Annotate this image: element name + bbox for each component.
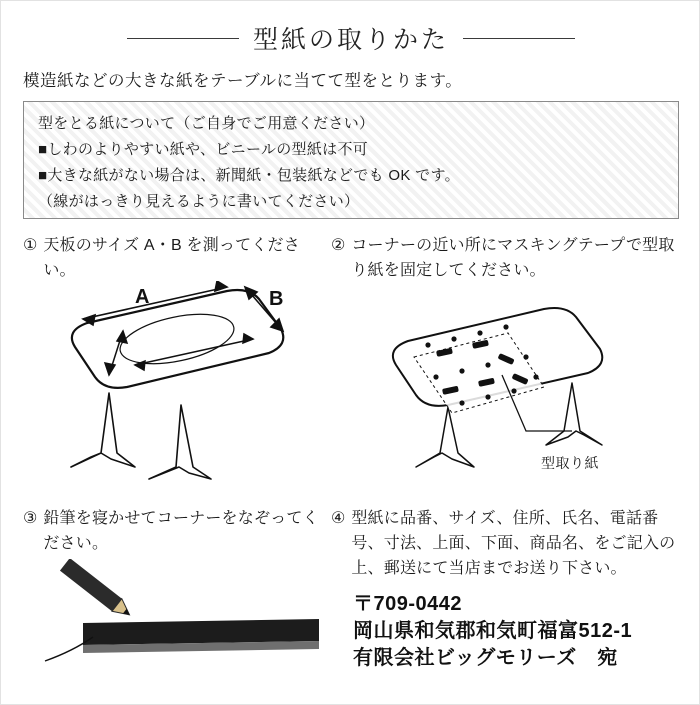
step-4-text: 型紙に品番、サイズ、住所、氏名、電話番号、寸法、上面、下面、商品名、をご記入の上、郵送にて当店までお送り下さい。 [351,510,676,577]
step-3-number: ③ [23,510,38,527]
address-line-1: 岡山県和気郡和気町福富512-1 [353,620,633,642]
page-title-row [1,15,700,61]
table-diagram-svg [31,281,321,496]
step-1-number: ① [23,237,38,254]
step-4 [331,506,683,581]
step-2 [331,233,681,283]
pattern-paper-svg [376,291,676,491]
step-4-number: ④ [331,510,346,527]
step-3-text: 鉛筆を寝かせてコーナーをなぞってください。 [43,510,319,552]
note-line-1: 型をとる紙について（ご自身でご用意ください） [38,115,375,132]
step-1-text: 天板のサイズ A・B を測ってください。 [43,237,300,279]
figure-pattern-paper [376,291,676,496]
step-1 [23,233,323,283]
page-title: 型紙の取りかた [252,26,449,54]
callout-pattern-paper: 型取り紙 [541,455,599,471]
address-line-2: 有限会社ビッグモリーズ 宛 [353,647,618,669]
title-rule-left [127,38,239,39]
note-box [23,101,679,219]
step-3 [23,506,323,556]
dimension-label-a: A [135,286,150,308]
note-line-4: （線がはっきり見えるように書いてください） [38,193,360,210]
note-line-3: ■大きな紙がない場合は、新聞紙・包装紙などでも OK です。 [38,167,460,184]
dimension-label-b: B [269,288,284,310]
step-2-text: コーナーの近い所にマスキングテープで型取り紙を固定してください。 [351,237,675,279]
step-2-number: ② [331,237,346,254]
intro-text: 模造紙などの大きな紙をテーブルに当てて型をとります。 [23,72,463,90]
address-postal-code: 〒709-0442 [353,593,463,615]
note-line-2: ■しわのよりやすい紙や、ビニールの型紙は不可 [38,141,369,158]
figure-table-dimensions [31,281,321,501]
mailing-address [353,591,693,672]
title-rule-right [463,38,575,39]
pencil-svg [27,559,327,669]
figure-pencil-tracing [27,559,327,674]
